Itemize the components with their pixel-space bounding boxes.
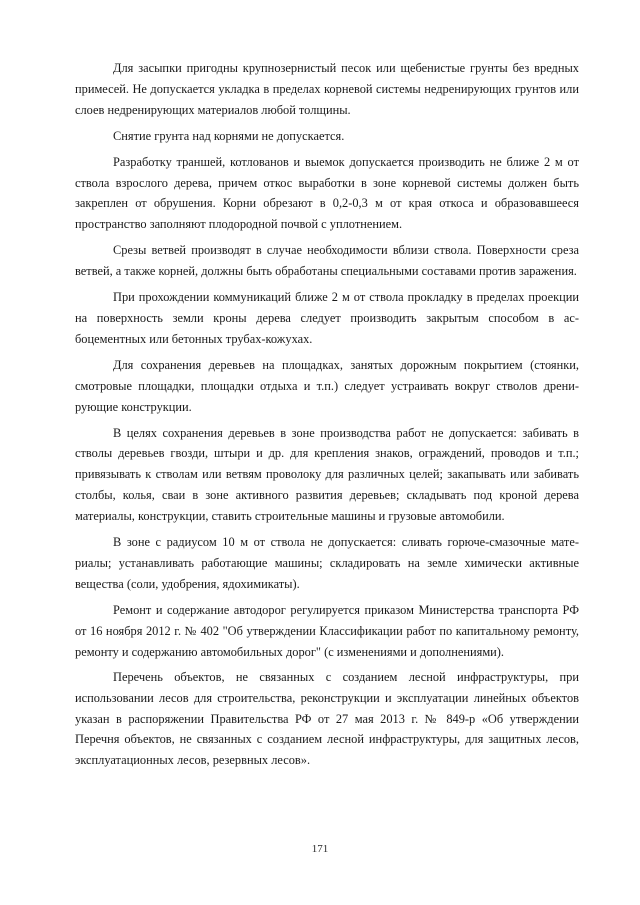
paragraph-road-maintenance: Ремонт и содержание автодорог регулируется приказом Министерства транспорта РФ от 16 ноября 2012 г. № 402 "Об утверждении Классификации работ по капитальному ремонту, ремонту и содержанию автомобильных дорог" (с изменениями и дополнениями). — [75, 602, 579, 659]
paragraph-paved-areas: Для сохранения деревьев на площадках, занятых дорожным покрытием (стоянки, смотровые площадки, площадки отдыха и т.п.) следует устраивать вокруг стволов дренирующие конструкции. — [75, 357, 579, 414]
paragraph-branch-cuts: Срезы ветвей производят в случае необходимости вблизи ствола. Поверхности среза ветвей, а также корней, должны быть обработаны специальными составами против заражения. — [75, 243, 579, 279]
page-number: 171 — [311, 843, 329, 855]
paragraph-trench-work: Разработку траншей, котлованов и выемок допускается производить не ближе 2 м от ствола взрослого дерева, причем откос выработки в зоне корневой системы должен быть закреплен от обрушения. Корни обрезают в 0,2-0,3 м от края откоса и образовавшееся пространство заполняют плодородной почвой с уплотнением. — [75, 154, 579, 232]
paragraph-object-list: Перечень объектов, не связанных с созданием лесной инфраструктуры, при использовании лесов для строительства, реконструкции и эксплуатации линейных объектов указан в распоряжении Правительства РФ от 27 мая 2013 г. № 849-р «Об утверждении Перечня объектов, не связанных с созданием лесной инфраструктуры, для защитных лесов, эксплуатационных лесов, резервных лесов». — [75, 670, 579, 767]
paragraph-utilities: При прохождении коммуникаций ближе 2 м от ствола прокладку в пределах проекции на поверхность земли кроны дерева следует производить закрытым способом в асбоцементных или бетонных трубах-кожухах. — [75, 290, 579, 346]
paragraph-backfill: Для засыпки пригодны крупнозернистый песок или щебенистые грунты без вредных примесей. Не допускается укладка в пределах корневой системы недренирующих грунтов или слоев недренирующих материалов любой толщины. — [75, 61, 579, 117]
body-text — [75, 58, 579, 775]
paragraph-prohibited-actions: В целях сохранения деревьев в зоне производства работ не допускается: забивать в стволы деревьев гвозди, штыри и др. для крепления знаков, ограждений, проводов и т.п.; привязывать к стволам или ветвям проволоку для различных целей; закапывать или забивать столбы, колья, сваи в зоне активного развития деревьев; складывать под кроной дерева материалы, конструкции, ставить строительные машины и грузовые автомобили. — [75, 425, 579, 524]
paragraph-10m-zone: В зоне с радиусом 10 м от ствола не допускается: сливать горюче-смазочные материалы; устанавливать работающие машины; складировать на земле химически активные вещества (соли, удобрения, ядохимикаты). — [75, 535, 579, 591]
paragraph-soil-removal: Снятие грунта над корнями не допускается. — [113, 128, 345, 143]
